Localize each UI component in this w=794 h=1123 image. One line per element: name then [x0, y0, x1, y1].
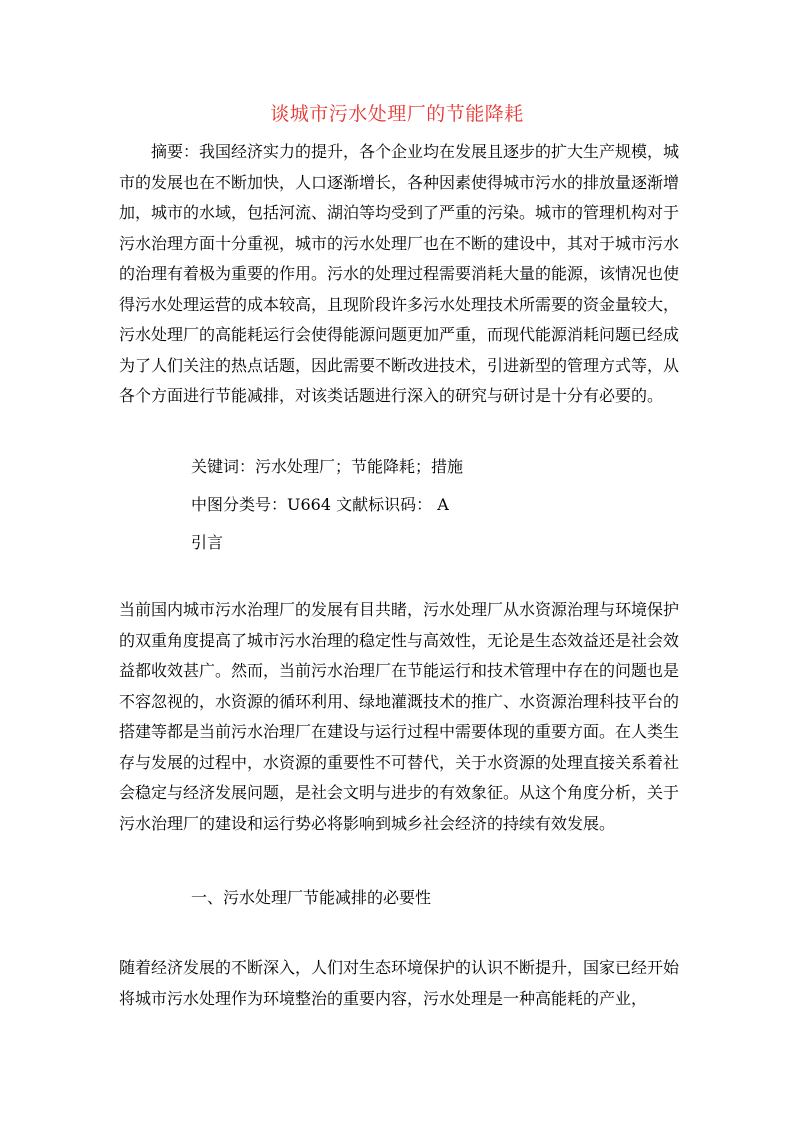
classification-line: 中图分类号：U664 文献标识码： A	[191, 495, 449, 514]
intro-heading: 引言	[191, 533, 224, 552]
intro-paragraph: 当前国内城市污水治理厂的发展有目共睹，污水处理厂从水资源治理与环境保护的双重角度提高了城市污水治理的稳定性与高效性，无论是生态效益还是社会效益都收效甚广。然而，当前污水治理厂在节能运行和技术管理中存在的问题也是不容忽视的，水资源的循环利用、绿地灌溉技术的推广、水资源治理科技平台的搭建等都是当前污水治理厂在建设与运行过程中需要体现的重要方面。在人类生存与发展的过程中，水资源的重要性不可替代，关于水资源的处理直接关系着社会稳定与经济发展问题，是社会文明与进步的有效象征。从这个角度分析，关于污水治理厂的建设和运行势必将影响到城乡社会经济的持续有效发展。	[119, 600, 680, 833]
abstract-paragraph: 摘要：我国经济实力的提升，各个企业均在发展且逐步的扩大生产规模，城市的发展也在不断加快，人口逐渐增长，各种因素使得城市污水的排放量逐渐增加，城市的水域，包括河流、湖泊等均受到了严重的污染。城市的管理机构对于污水治理方面十分重视，城市的污水处理厂也在不断的建设中，其对于城市污水的治理有着极为重要的作用。污水的处理过程需要消耗大量的能源，该情况也使得污水处理运营的成本较高，且现阶段许多污水处理技术所需要的资金量较大，污水处理厂的高能耗运行会使得能源问题更加严重，而现代能源消耗问题已经成为了人们关注的热点话题，因此需要不断改进技术，引进新型的管理方式等，从各个方面进行节能减排，对该类话题进行深入的研究与研讨是十分有必要的。	[119, 142, 680, 405]
keywords-line: 关键词：污水处理厂；节能降耗；措施	[191, 457, 464, 476]
section1-paragraph: 随着经济发展的不断深入，人们对生态环境保护的认识不断提升，国家已经开始将城市污水处理作为环境整治的重要内容，污水处理是一种高能耗的产业，	[119, 958, 680, 1008]
section1-heading: 一、污水处理厂节能减排的必要性	[191, 888, 432, 907]
document-title: 谈城市污水处理厂的节能降耗	[270, 103, 524, 125]
